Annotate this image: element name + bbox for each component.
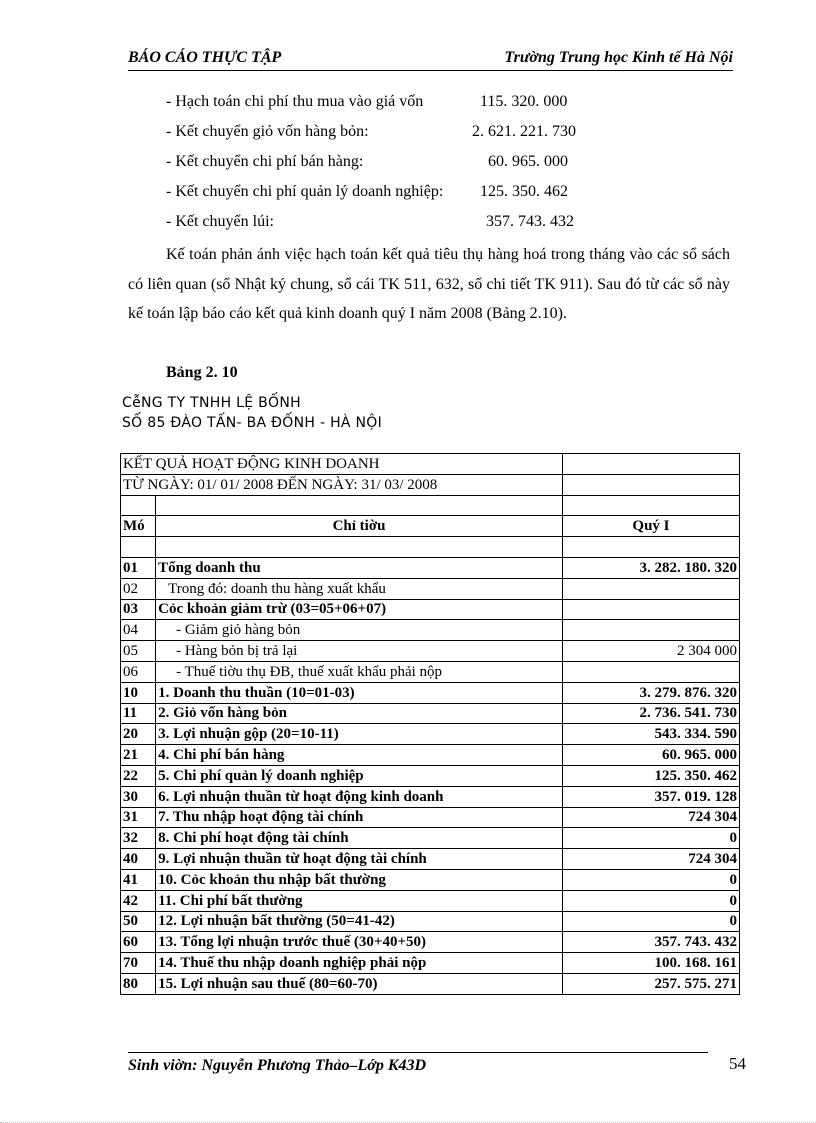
row-code: 80 xyxy=(121,973,156,994)
row-code: 20 xyxy=(121,724,156,745)
row-item: 6. Lợi nhuận thuần từ hoạt động kinh doanh xyxy=(156,786,563,807)
row-code: 03 xyxy=(121,599,156,620)
report-title: KẾT QUẢ HOẠT ĐỘNG KINH DOANH xyxy=(121,454,563,475)
table-spacer-row xyxy=(121,537,740,558)
entry-label: - Kết chuyển lúi: xyxy=(166,213,274,230)
entry-cogs xyxy=(166,123,726,153)
row-item: 5. Chi phí quản lý doanh nghiệp xyxy=(156,765,563,786)
row-code: 30 xyxy=(121,786,156,807)
row-item: 10. Cỏc khoản thu nhập bất thường xyxy=(156,869,563,890)
row-item: - Thuế tiờu thụ ĐB, thuế xuất khẩu phải nộp xyxy=(156,661,563,682)
row-value: 2 304 000 xyxy=(562,641,739,662)
table-row xyxy=(121,578,740,599)
row-value xyxy=(562,578,739,599)
table-spacer-row xyxy=(121,495,740,516)
row-value: 125. 350. 462 xyxy=(562,765,739,786)
row-value: 0 xyxy=(562,890,739,911)
entry-admin-expense xyxy=(166,183,726,213)
col-header-code: Mó xyxy=(121,516,156,537)
entry-cost-purchase xyxy=(166,93,726,123)
col-header-value: Quý I xyxy=(562,516,739,537)
table-row xyxy=(121,661,740,682)
row-item: 13. Tổng lợi nhuận trước thuế (30+40+50) xyxy=(156,932,563,953)
entry-value: 125. 350. 462 xyxy=(480,183,568,200)
row-item: Tổng doanh thu xyxy=(156,557,563,578)
footer-divider xyxy=(128,1052,708,1053)
row-value: 724 304 xyxy=(562,849,739,870)
row-value: 3. 282. 180. 320 xyxy=(562,557,739,578)
row-code: 41 xyxy=(121,869,156,890)
header-divider xyxy=(128,70,733,71)
page-header xyxy=(128,47,733,71)
table-row xyxy=(121,953,740,974)
row-item: 2. Giỏ vốn hàng bỏn xyxy=(156,703,563,724)
entry-label: - Kết chuyển giỏ vốn hàng bỏn: xyxy=(166,123,369,140)
entry-value: 115. 320. 000 xyxy=(480,93,568,110)
row-code: 01 xyxy=(121,557,156,578)
row-item: Cỏc khoản giảm trừ (03=05+06+07) xyxy=(156,599,563,620)
posting-entries xyxy=(166,93,726,243)
row-value: 100. 168. 161 xyxy=(562,953,739,974)
table-header-row xyxy=(121,516,740,537)
row-code: 42 xyxy=(121,890,156,911)
row-code: 02 xyxy=(121,578,156,599)
company-address: SỐ 85 ĐÀO TẤN- BA ĐỐNH - HÀ NỘI xyxy=(122,415,383,431)
footer-student: Sinh viờn: Nguyễn Phương Thảo–Lớp K43D xyxy=(128,1057,427,1074)
row-code: 10 xyxy=(121,682,156,703)
row-code: 21 xyxy=(121,745,156,766)
row-value: 724 304 xyxy=(562,807,739,828)
row-item: 9. Lợi nhuận thuần từ hoạt động tài chính xyxy=(156,849,563,870)
row-value: 3. 279. 876. 320 xyxy=(562,682,739,703)
table-row xyxy=(121,557,740,578)
row-value: 0 xyxy=(562,911,739,932)
table-row xyxy=(121,828,740,849)
row-item: 15. Lợi nhuận sau thuế (80=60-70) xyxy=(156,973,563,994)
body-paragraph xyxy=(128,240,730,329)
table-row xyxy=(121,703,740,724)
entry-value: 60. 965. 000 xyxy=(488,153,568,170)
table-row xyxy=(121,849,740,870)
row-item: Trong đó: doanh thu hàng xuất khẩu xyxy=(156,578,563,599)
header-school-name: Trường Trung học Kinh tế Hà Nội xyxy=(504,49,733,66)
row-code: 32 xyxy=(121,828,156,849)
entry-label: - Hạch toán chi phí thu mua vào giá vốn xyxy=(166,93,424,110)
company-name: CễNG TY TNHH LỆ BỐNH xyxy=(122,395,301,411)
paragraph-text: Kế toán phản ánh việc hạch toán kết quả tiêu thụ hàng hoá trong tháng vào các sổ sách có liên quan (sổ Nhật ký chung, sổ cái TK 511, 632, sổ chi tiết TK 911). Sau đó từ các sổ này kế toán lập báo cáo kết quả kinh doanh quý I năm 2008 (Bảng 2.10). xyxy=(128,246,730,322)
row-value xyxy=(562,599,739,620)
table-row xyxy=(121,724,740,745)
table-row xyxy=(121,973,740,994)
table-row xyxy=(121,765,740,786)
row-value: 543. 334. 590 xyxy=(562,724,739,745)
entry-label: - Kết chuyển chi phí quản lý doanh nghiệp: xyxy=(166,183,444,200)
row-item: 11. Chi phí bất thường xyxy=(156,890,563,911)
row-item: 3. Lợi nhuận gộp (20=10-11) xyxy=(156,724,563,745)
entry-label: - Kết chuyển chi phí bán hàng: xyxy=(166,153,364,170)
row-code: 70 xyxy=(121,953,156,974)
row-item: 12. Lợi nhuận bất thường (50=41-42) xyxy=(156,911,563,932)
row-value: 0 xyxy=(562,828,739,849)
row-item: - Giảm giỏ hàng bỏn xyxy=(156,620,563,641)
table-period-row xyxy=(121,474,740,495)
page-number: 54 xyxy=(729,1054,746,1073)
income-statement-table xyxy=(120,453,740,995)
table-caption: Bảng 2. 10 xyxy=(166,364,238,381)
company-block xyxy=(122,393,382,433)
row-value xyxy=(562,620,739,641)
row-item: 14. Thuế thu nhập doanh nghiệp phải nộp xyxy=(156,953,563,974)
row-code: 11 xyxy=(121,703,156,724)
row-code: 50 xyxy=(121,911,156,932)
entry-selling-expense xyxy=(166,153,726,183)
row-value: 357. 743. 432 xyxy=(562,932,739,953)
table-row xyxy=(121,911,740,932)
entry-value: 357. 743. 432 xyxy=(486,213,574,230)
row-code: 40 xyxy=(121,849,156,870)
table-row xyxy=(121,641,740,662)
row-value xyxy=(562,661,739,682)
row-code: 60 xyxy=(121,932,156,953)
row-value: 0 xyxy=(562,869,739,890)
row-value: 60. 965. 000 xyxy=(562,745,739,766)
row-code: 06 xyxy=(121,661,156,682)
row-item: - Hàng bỏn bị trả lại xyxy=(156,641,563,662)
row-code: 22 xyxy=(121,765,156,786)
row-item: 1. Doanh thu thuần (10=01-03) xyxy=(156,682,563,703)
row-value: 357. 019. 128 xyxy=(562,786,739,807)
table-row xyxy=(121,786,740,807)
row-item: 7. Thu nhập hoạt động tài chính xyxy=(156,807,563,828)
table-row xyxy=(121,807,740,828)
entry-value: 2. 621. 221. 730 xyxy=(472,123,576,140)
table-title-row xyxy=(121,454,740,475)
table-row xyxy=(121,620,740,641)
table-row xyxy=(121,745,740,766)
row-code: 04 xyxy=(121,620,156,641)
table-row xyxy=(121,932,740,953)
row-item: 4. Chi phí bán hàng xyxy=(156,745,563,766)
col-header-item: Chỉ tiờu xyxy=(156,516,563,537)
row-item: 8. Chi phí hoạt động tài chính xyxy=(156,828,563,849)
row-value: 257. 575. 271 xyxy=(562,973,739,994)
header-report-title: BÁO CÁO THỰC TẬP xyxy=(128,49,282,66)
row-value: 2. 736. 541. 730 xyxy=(562,703,739,724)
row-code: 31 xyxy=(121,807,156,828)
report-period: TỪ NGÀY: 01/ 01/ 2008 ĐẾN NGÀY: 31/ 03/ 2008 xyxy=(121,474,563,495)
table-row xyxy=(121,890,740,911)
entry-profit xyxy=(166,213,726,243)
table-row xyxy=(121,682,740,703)
table-row xyxy=(121,599,740,620)
row-code: 05 xyxy=(121,641,156,662)
table-row xyxy=(121,869,740,890)
